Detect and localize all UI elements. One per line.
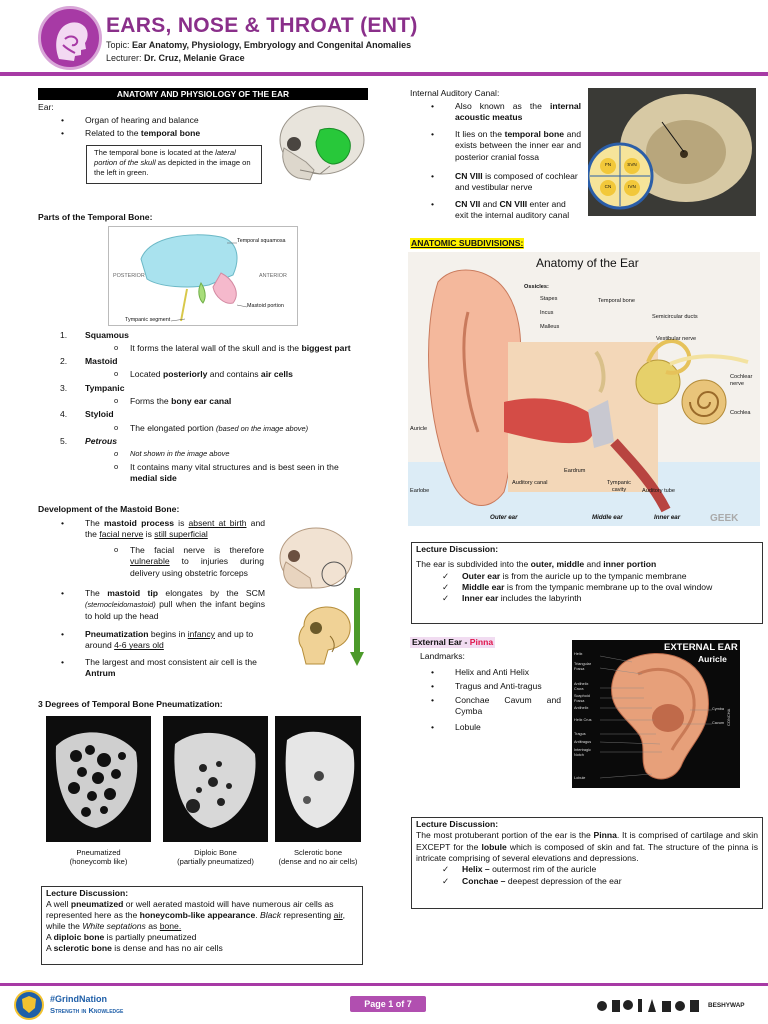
label-anterior: ANTERIOR bbox=[259, 273, 287, 279]
lecturer-value: Dr. Cruz, Melanie Grace bbox=[144, 53, 245, 63]
mastoid-bullet-4: • The largest and most consistent air cell is the Antrum bbox=[85, 657, 265, 680]
landmark-1: • Helix and Anti Helix bbox=[455, 667, 561, 678]
label-malleus: Malleus bbox=[540, 324, 560, 330]
footer-right-brand: BESHYWAP bbox=[708, 1002, 745, 1009]
topic-line bbox=[106, 40, 411, 52]
part-1-name: Squamous bbox=[85, 330, 129, 340]
part-5-detail-b: o It contains many vital structures and is best seen in the medial side bbox=[130, 462, 366, 485]
mascot-strip bbox=[596, 996, 704, 1014]
part-4-num: 4. bbox=[60, 409, 68, 419]
ext-label-lobule: Lobule bbox=[574, 776, 586, 780]
lecture-subdiv-intro: The ear is subdivided into the outer, middle and inner portion bbox=[416, 559, 657, 570]
ext-label-cavum: Cavum bbox=[712, 721, 725, 725]
label-auricle: Auricle bbox=[410, 426, 428, 432]
lecture-pinna-paragraph: The most protuberant portion of the ear is the Pinna. It is comprised of cartilage and skin EXCEPT for the lobule which is composed of skin and fat. The structure of the pinna is intricate comprising of several elevations and depressions. bbox=[416, 830, 758, 864]
ct-caption-pneumatized: Pneumatized (honeycomb like) bbox=[69, 848, 128, 867]
footer-brand-2: Strength in Knowledge bbox=[50, 1006, 124, 1015]
ct-sclerotic-image bbox=[275, 716, 361, 842]
ear-bullet-1: • Organ of hearing and balance bbox=[85, 115, 199, 126]
label-middle-ear: Middle ear bbox=[592, 514, 623, 521]
ext-label-antihelix: Antihelix bbox=[574, 706, 589, 710]
ext-ear-title: EXTERNAL EAR bbox=[664, 642, 738, 653]
part-2-detail: o Located posteriorly and contains air cells bbox=[130, 369, 293, 380]
label-semicircular-ducts: Semicircular ducts bbox=[652, 314, 698, 320]
lecture-pinna-helix: ✓ Helix – outermost rim of the auricle bbox=[462, 864, 758, 875]
ext-label-helix: Helix bbox=[574, 652, 583, 656]
ext-label-scaphoid-fossa: Scaphoid Fossa bbox=[574, 694, 590, 703]
mastoid-dev-heading: Development of the Mastoid Bone: bbox=[38, 504, 180, 514]
ct-caption-sclerotic: Sclerotic bone (dense and no air cells) bbox=[278, 848, 358, 867]
ext-label-antihelix-crura: Antihelix Crura bbox=[574, 682, 589, 691]
lecture-left-line1: A well pneumatized or well aerated mastoid will have numerous air cells as represented here as the honeycomb-like appearance. Black representing air, while the White septations as bone. bbox=[46, 899, 346, 931]
ext-label-intertragic-notch: Intertragic Notch bbox=[574, 748, 591, 757]
label-inner-ear: Inner ear bbox=[654, 514, 681, 521]
page-title: EARS, NOSE & THROAT (ENT) bbox=[106, 14, 418, 37]
label-tympanic-segment: Tympanic segment bbox=[125, 317, 171, 323]
label-eardrum: Eardrum bbox=[564, 468, 586, 474]
lecturer-label: Lecturer: bbox=[106, 53, 142, 63]
part-4-detail: o The elongated portion (based on the image above) bbox=[130, 423, 308, 434]
lecture-discussion-left bbox=[41, 886, 363, 965]
part-4-name: Styloid bbox=[85, 409, 114, 419]
lecture-discussion-pinna bbox=[411, 817, 763, 909]
ear-diagram-title: Anatomy of the Ear bbox=[536, 256, 639, 270]
iac-label-fn: FN bbox=[604, 162, 612, 167]
lecture-title-pinna: Lecture Discussion: bbox=[416, 819, 499, 829]
mastoid-bullet-2: • The mastoid tip elongates by the SCM (sternocleidomastoid) pull when the infant begins to hold up the head bbox=[85, 588, 265, 622]
section-title-bar: ANATOMY AND PHYSIOLOGY OF THE EAR bbox=[38, 88, 368, 100]
lecture-discussion-subdivisions bbox=[411, 542, 763, 624]
label-tympanic-cavity: Tympanic cavity bbox=[607, 480, 631, 494]
mastoid-sub-bullet: o The facial nerve is therefore vulnerable to injuries during delivery using obstetric forceps bbox=[130, 545, 264, 579]
lecture-subdiv-outer: ✓ Outer ear is from the auricle up to the tympanic membrane bbox=[462, 571, 758, 582]
lecture-subdiv-inner: ✓ Inner ear includes the labyrinth bbox=[462, 593, 758, 604]
label-temporal-squamosa: Temporal squamosa bbox=[237, 238, 286, 244]
parts-heading: Parts of the Temporal Bone: bbox=[38, 212, 153, 222]
lecture-left-line2: A diploic bone is partially pneumatized bbox=[46, 932, 197, 942]
ear-bullet-2: • Related to the temporal bone bbox=[85, 128, 200, 139]
label-auditory-canal: Auditory canal bbox=[512, 480, 548, 486]
lecture-left-line3: A sclerotic bone is dense and has no air cells bbox=[46, 943, 223, 953]
lecture-subdiv-middle: ✓ Middle ear is from the tympanic membrane up to the oval window bbox=[462, 582, 758, 593]
skull-lateral-image bbox=[270, 100, 370, 188]
ext-label-tragus: Tragus bbox=[574, 732, 586, 736]
mastoid-bullet-1: • The mastoid process is absent at birth and the facial nerve is still superficial bbox=[85, 518, 265, 541]
grindnation-logo bbox=[14, 990, 44, 1020]
ct-caption-diploic: Diploic Bone (partially pneumatized) bbox=[177, 848, 254, 867]
part-5-num: 5. bbox=[60, 436, 68, 446]
lecture-title-left: Lecture Discussion: bbox=[46, 888, 129, 898]
iac-label-ivn: IVN bbox=[628, 184, 636, 189]
part-5-name: Petrous bbox=[85, 436, 117, 446]
shield-icon bbox=[16, 992, 42, 1018]
ear-heading: Ear: bbox=[38, 102, 54, 112]
topic-value: Ear Anatomy, Physiology, Embryology and Congenital Anomalies bbox=[132, 40, 412, 50]
iac-bullet-2: • It lies on the temporal bone and exists between the inner ear and posterior cranial fossa bbox=[455, 129, 581, 163]
footer-divider bbox=[0, 983, 768, 986]
watermark-brand: GEEK bbox=[710, 513, 739, 524]
label-stapes: Stapes bbox=[540, 296, 558, 302]
mastoid-bullet-3: • Pneumatization begins in infancy and up to around 4-6 years old bbox=[85, 629, 265, 652]
ear-anatomy-diagram bbox=[408, 252, 760, 526]
ext-label-triangular-fossa: Triangular Fossa bbox=[574, 662, 591, 671]
page-indicator: Page 1 of 7 bbox=[350, 996, 426, 1012]
head-profile-icon bbox=[41, 9, 99, 67]
pneumatization-heading: 3 Degrees of Temporal Bone Pneumatization: bbox=[38, 699, 223, 709]
lecture-pinna-conchae: ✓ Conchae – deepest depression of the ear bbox=[462, 876, 758, 887]
lecturer-line bbox=[106, 53, 245, 65]
ext-label-cymba: Cymba bbox=[712, 707, 725, 711]
ct-pneumatized-image bbox=[46, 716, 151, 842]
label-earlobe: Earlobe bbox=[410, 488, 430, 494]
label-mastoid-portion: Mastoid portion bbox=[247, 303, 284, 309]
ext-label-helix-crus: Helix Crus bbox=[574, 718, 592, 722]
part-3-num: 3. bbox=[60, 383, 68, 393]
footer-brand-1: #GrindNation bbox=[50, 994, 108, 1004]
subdivisions-heading: ANATOMIC SUBDIVISIONS: bbox=[411, 238, 524, 248]
ext-ear-subtitle: Auricle bbox=[698, 654, 727, 664]
label-temporal-bone: Temporal bone bbox=[598, 298, 636, 304]
header-divider bbox=[0, 72, 768, 76]
landmark-4: • Lobule bbox=[455, 722, 561, 733]
landmark-2: • Tragus and Anti-tragus bbox=[455, 681, 561, 692]
iac-label-cn: CN bbox=[604, 184, 612, 189]
part-1-num: 1. bbox=[60, 330, 68, 340]
mastoid-development-image bbox=[272, 518, 368, 684]
part-3-name: Tympanic bbox=[85, 383, 125, 393]
lecture-title-subdivisions: Lecture Discussion: bbox=[416, 544, 499, 554]
landmarks-heading: Landmarks: bbox=[420, 651, 465, 661]
course-logo bbox=[38, 6, 102, 70]
temporal-note-box: The temporal bone is located at the lateral portion of the skull as depicted in the image on the left in green. bbox=[86, 145, 262, 184]
topic-label: Topic: bbox=[106, 40, 130, 50]
landmark-3: • Conchae Cavum and Cymba bbox=[455, 695, 561, 718]
part-5-detail-a: o Not shown in the image above bbox=[130, 449, 229, 459]
part-3-detail: o Forms the bony ear canal bbox=[130, 396, 231, 407]
iac-bullet-4: • CN VII and CN VIII enter and exit the internal auditory canal bbox=[455, 199, 581, 222]
label-incus: Incus bbox=[540, 310, 554, 316]
part-1-detail: o It forms the lateral wall of the skull and is the biggest part bbox=[130, 343, 351, 354]
label-cochlear-nerve: Cochlear nerve bbox=[730, 374, 753, 388]
iac-skull-base-image bbox=[588, 88, 756, 216]
pinna-heading: External Ear - Pinna bbox=[412, 637, 494, 647]
part-2-name: Mastoid bbox=[85, 356, 118, 366]
part-2-num: 2. bbox=[60, 356, 68, 366]
iac-heading: Internal Auditory Canal: bbox=[410, 88, 500, 98]
label-vestibular-nerve: Vestibular nerve bbox=[656, 336, 697, 342]
iac-label-svn: SVN bbox=[627, 162, 637, 167]
temporal-bone-diagram bbox=[108, 226, 298, 326]
label-ossicles: Ossicles: bbox=[524, 284, 549, 290]
label-auditory-tube: Auditory tube bbox=[642, 488, 675, 494]
ext-label-antitragus: Antitragus bbox=[574, 740, 592, 744]
ext-label-concha: CONCHA bbox=[726, 708, 731, 726]
iac-bullet-1: • Also known as the internal acoustic meatus bbox=[455, 101, 581, 124]
ct-diploic-image bbox=[163, 716, 268, 842]
external-ear-image bbox=[572, 640, 740, 788]
label-outer-ear: Outer ear bbox=[490, 514, 518, 521]
label-cochlea: Cochlea bbox=[730, 410, 751, 416]
iac-bullet-3: • CN VIII is composed of cochlear and vestibular nerve bbox=[455, 171, 581, 194]
label-posterior: POSTERIOR bbox=[113, 273, 145, 279]
